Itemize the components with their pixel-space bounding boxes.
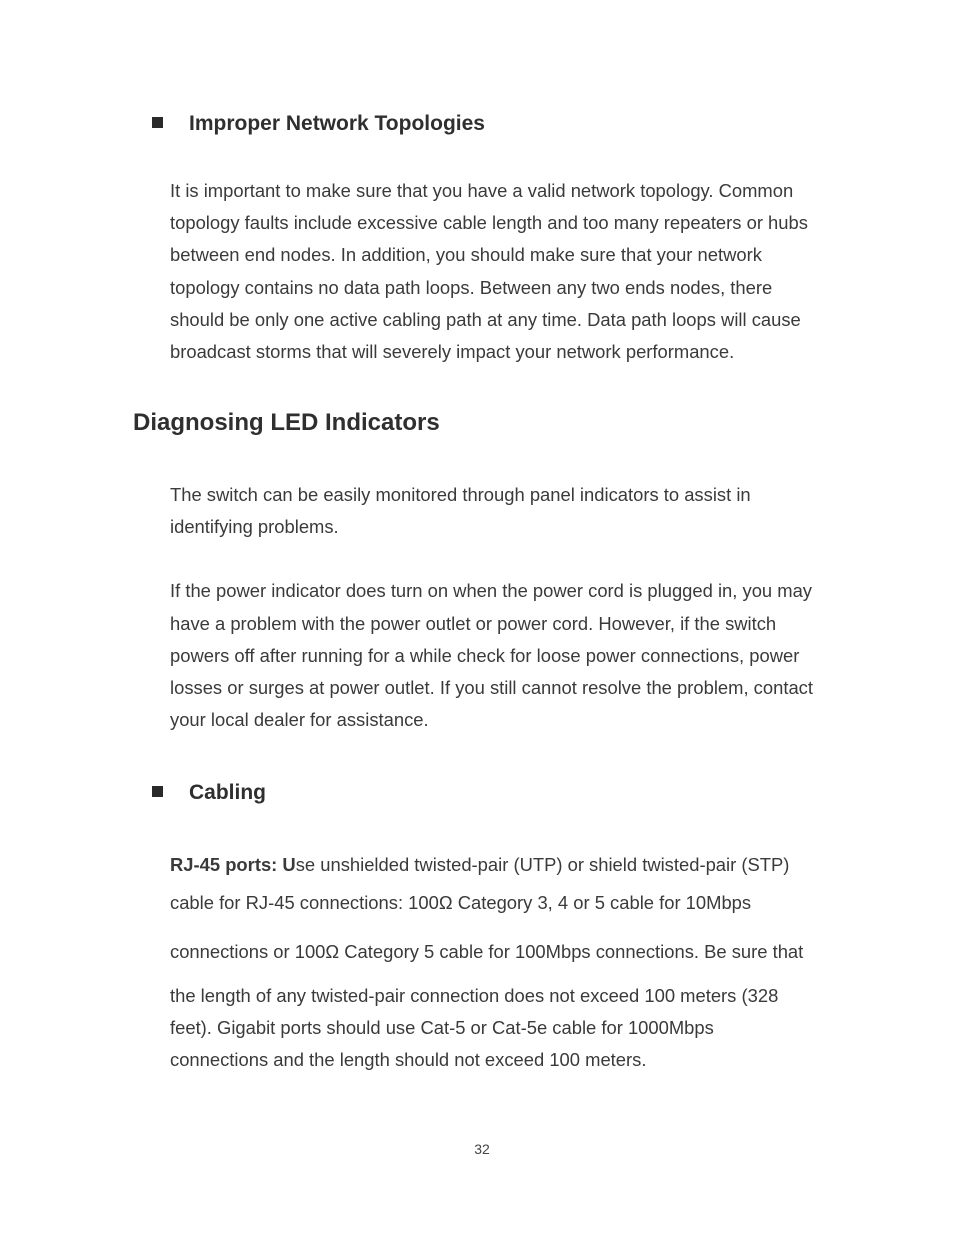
square-bullet-icon — [152, 117, 163, 128]
section-heading-led-indicators: Diagnosing LED Indicators — [133, 409, 440, 436]
paragraph-line: the length of any twisted-pair connection does not exceed 100 meters (328 — [170, 985, 779, 1006]
paragraph-line: connections or 100Ω Category 5 cable for 100Mbps connections. Be sure that — [170, 941, 804, 962]
paragraph-line: feet). Gigabit ports should use Cat-5 or Cat-5e cable for 1000Mbps — [170, 1017, 714, 1038]
paragraph-line: powers off after running for a while check for loose power connections, power — [170, 645, 800, 666]
rj45-label: RJ-45 ports: U — [170, 854, 296, 875]
rj45-text: se unshielded twisted-pair (UTP) or shield twisted-pair (STP) — [295, 854, 790, 875]
paragraph-line: identifying problems. — [170, 516, 339, 537]
paragraph-line: If the power indicator does turn on when the power cord is plugged in, you may — [170, 580, 813, 601]
square-bullet-icon — [152, 786, 163, 797]
paragraph-line: connections and the length should not exceed 100 meters. — [170, 1049, 647, 1070]
paragraph-line: It is important to make sure that you have a valid network topology. Common — [170, 180, 794, 201]
paragraph-line — [170, 856, 789, 874]
paragraph-line: between end nodes. In addition, you should make sure that your network — [170, 244, 762, 265]
page-number: 32 — [474, 1141, 490, 1157]
paragraph-line: broadcast storms that will severely impact your network performance. — [170, 341, 735, 362]
paragraph-line: have a problem with the power outlet or power cord. However, if the switch — [170, 613, 777, 634]
paragraph-line: should be only one active cabling path at any time. Data path loops will cause — [170, 309, 801, 330]
paragraph-line: The switch can be easily monitored through panel indicators to assist in — [170, 484, 751, 505]
paragraph-line: topology faults include excessive cable length and too many repeaters or hubs — [170, 212, 808, 233]
paragraph-line: topology contains no data path loops. Between any two ends nodes, there — [170, 277, 773, 298]
section-heading-cabling: Cabling — [189, 781, 266, 804]
paragraph-line: losses or surges at power outlet. If you still cannot resolve the problem, contact — [170, 677, 813, 698]
paragraph-line: cable for RJ-45 connections: 100Ω Category 3, 4 or 5 cable for 10Mbps — [170, 892, 752, 913]
section-heading-topologies: Improper Network Topologies — [189, 112, 485, 135]
paragraph-line: your local dealer for assistance. — [170, 709, 429, 730]
